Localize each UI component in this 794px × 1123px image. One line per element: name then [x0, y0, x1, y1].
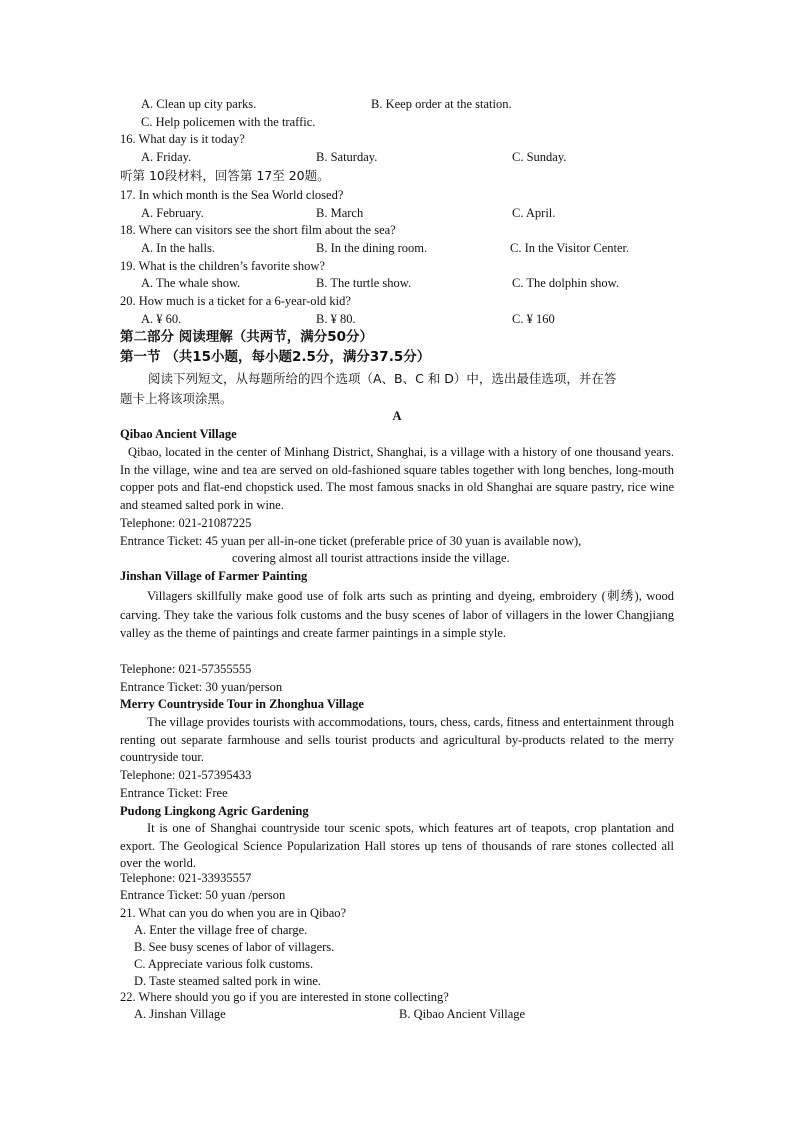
q22-stem: 22. Where should you go if you are interested in stone collecting?: [120, 990, 449, 1004]
pudong-telephone: Telephone: 021-33935557: [120, 871, 252, 885]
q22-option-a: A. Jinshan Village: [134, 1007, 226, 1021]
q21-option-b: B. See busy scenes of labor of villagers.: [134, 940, 335, 954]
q19-option-b: B. The turtle show.: [316, 276, 412, 290]
pudong-body: It is one of Shanghai countryside tour scenic spots, which features art of teapots, crop plantation and export. The Geological Science Popularization Hall stores up tens of thousands of rare stones collected all over the world.: [120, 821, 674, 871]
q16-option-c: C. Sunday.: [512, 150, 567, 164]
instruction-line1: 阅读下列短文，从每题所给的四个选项（A、B、C 和 D）中，选出最佳选项，并在答: [148, 371, 617, 386]
q17-option-c: C. April.: [512, 206, 556, 220]
jinshan-title: Jinshan Village of Farmer Painting: [120, 569, 308, 583]
instruction-line2: 题卡上将该项涂黑。: [120, 391, 233, 406]
q16-option-b: B. Saturday.: [316, 150, 378, 164]
q18-stem: 18. Where can visitors see the short film about the sea?: [120, 223, 396, 237]
jinshan-ticket: Entrance Ticket: 30 yuan/person: [120, 680, 283, 694]
pudong-title: Pudong Lingkong Agric Gardening: [120, 804, 309, 818]
q20-option-b: B. ¥ 80.: [316, 312, 356, 326]
pudong-ticket: Entrance Ticket: 50 yuan /person: [120, 888, 286, 902]
q18-option-a: A. In the halls.: [141, 241, 215, 255]
q15-option-c: C. Help policemen with the traffic.: [141, 115, 316, 129]
q20-option-a: A. ¥ 60.: [141, 312, 182, 326]
qibao-title: Qibao Ancient Village: [120, 427, 237, 441]
q22-option-b: B. Qibao Ancient Village: [399, 1007, 526, 1021]
zhonghua-ticket: Entrance Ticket: Free: [120, 786, 228, 800]
q15-option-a: A. Clean up city parks.: [141, 97, 257, 111]
q21-option-a: A. Enter the village free of charge.: [134, 923, 308, 937]
q19-option-c: C. The dolphin show.: [512, 276, 619, 290]
q21-option-d: D. Taste steamed salted pork in wine.: [134, 974, 322, 988]
q20-stem: 20. How much is a ticket for a 6-year-old kid?: [120, 294, 351, 308]
q16-stem: 16. What day is it today?: [120, 132, 245, 146]
qibao-ticket-line1: Entrance Ticket: 45 yuan per all-in-one ticket (preferable price of 30 yuan is available now),: [120, 534, 582, 548]
passage-label: A: [392, 409, 402, 423]
qibao-telephone: Telephone: 021-21087225: [120, 516, 252, 530]
q20-option-c: C. ¥ 160: [512, 312, 555, 326]
q21-option-c: C. Appreciate various folk customs.: [134, 957, 314, 971]
q21-stem: 21. What can you do when you are in Qibao?: [120, 906, 347, 920]
q17-stem: 17. In which month is the Sea World closed?: [120, 188, 344, 202]
qibao-ticket-line2: covering almost all tourist attractions inside the village.: [232, 551, 510, 565]
q16-option-a: A. Friday.: [141, 150, 192, 164]
q18-option-c: C. In the Visitor Center.: [510, 241, 630, 255]
jinshan-body: Villagers skillfully make good use of folk arts such as printing and dyeing, embroidery (刺绣), wood carving. They take the various folk customs and the busy scenes of labor of villagers in the lower Changjiang valley as the theme of paintings and create farmer paintings in a simple style.: [120, 589, 674, 640]
part2-heading: 第二部分 阅读理解（共两节，满分50分）: [120, 329, 373, 345]
zhonghua-body: The village provides tourists with accommodations, tours, chess, cards, fitness and entertainment through renting out separate farmhouse and sells tourist products and agricultural by-products related to the merry countryside tour.: [120, 715, 674, 765]
jinshan-telephone: Telephone: 021-57355555: [120, 662, 252, 676]
zhonghua-title: Merry Countryside Tour in Zhonghua Village: [120, 697, 364, 711]
qibao-body: Qibao, located in the center of Minhang District, Shanghai, is a village with a history of one thousand years. In the village, wine and tea are served on old-fashioned square tables together with long benches, long-mouth copper pots and flat-end chopstick used. The most famous snacks in old Shanghai are square pastry, rice wine and steamed salted pork in wine.: [120, 445, 674, 512]
listening-instruction: 听第 10段材料，回答第 17至 20题。: [120, 168, 330, 183]
q17-option-b: B. March: [316, 206, 364, 220]
section1-heading: 第一节 （共15小题，每小题2.5分，满分37.5分）: [120, 349, 431, 365]
q19-stem: 19. What is the children’s favorite show?: [120, 259, 325, 273]
q15-option-b: B. Keep order at the station.: [371, 97, 512, 111]
q17-option-a: A. February.: [141, 206, 204, 220]
q18-option-b: B. In the dining room.: [316, 241, 428, 255]
zhonghua-telephone: Telephone: 021-57395433: [120, 768, 252, 782]
q19-option-a: A. The whale show.: [141, 276, 241, 290]
